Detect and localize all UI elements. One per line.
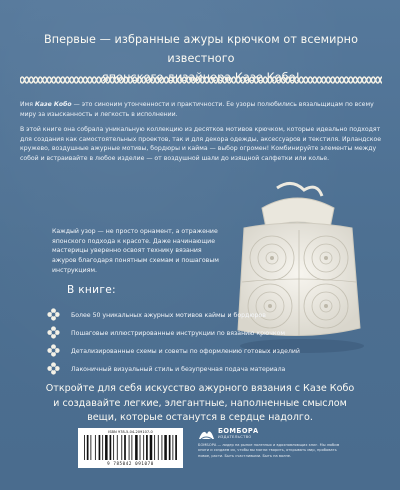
feature-text: Детализированные схемы и советы по оформлению готовых изделий <box>71 347 300 355</box>
intro-paragraph-2: В этой книге она собрала уникальную коллекцию из десятков мотивов крючком, которые идеально подходят для создания как самостоятельных проектов, так и для декора одежды, аксессуаров и текстиля. Ирландское кружево, воздушные ажурные мотивы, бордюры и кайма — выбор огромен! Комбинируйте элементы между собой и встраивайте в любое изделие — от воздушной шали до изящной салфетки или колье. <box>20 126 382 162</box>
designer-name: Казе Кобо <box>34 101 72 108</box>
barcode-digits: 9 785042 091070 <box>107 461 154 466</box>
intro-paragraph-1 <box>20 100 382 119</box>
barcode-bars <box>84 435 177 460</box>
lace-flower-icon <box>47 308 60 321</box>
intro-text <box>20 100 382 170</box>
closing-text <box>14 382 386 426</box>
headline-line-1: Впервые — избранные ажуры крючком от всемирно известного <box>43 33 359 65</box>
feature-text: Пошаговые иллюстрированные инструкции по вязанию крючком <box>71 329 286 337</box>
feature-item <box>47 342 387 360</box>
features-title: В книге: <box>67 284 116 296</box>
publisher-subtitle: ИЗДАТЕЛЬСТВО <box>218 435 252 439</box>
feature-text: Более 50 уникальных ажурных мотивов каймы и бордюров <box>71 311 266 319</box>
closing-line-2: и создавайте легкие, элегантные, наполненные смыслом <box>53 397 347 409</box>
bombora-logo-icon <box>198 426 215 441</box>
lace-flower-icon <box>47 344 60 357</box>
lace-flower-icon <box>47 362 60 375</box>
feature-text: Лаконичный визуальный стиль и безупречная подача материала <box>71 365 286 373</box>
closing-line-1: Откройте для себя искусство ажурного вязания с Казе Кобо <box>45 383 355 394</box>
features-list <box>47 306 387 378</box>
headline-line-2: японского дизайнера Казе Кобо! <box>101 71 301 84</box>
closing-line-3: вещи, которые останутся в сердце надолго. <box>87 412 313 424</box>
lace-flower-icon <box>47 326 60 339</box>
isbn-text: ISBN 978-5-04-209107-0 <box>108 430 153 434</box>
feature-item <box>47 306 387 324</box>
feature-item <box>47 360 387 378</box>
lace-border-decoration <box>20 73 382 87</box>
publisher-name: БОМБОРА <box>218 427 259 435</box>
feature-item <box>47 324 387 342</box>
publisher-block <box>198 426 348 472</box>
intro-prefix: Имя <box>20 101 35 108</box>
quote-paragraph: Каждый узор — не просто орнамент, а отражение японского подхода к красоте. Даже начинающие мастерицы уверенно освоят технику вязания ажуров благодаря понятным схемам и пошаговым инструкциям. <box>52 228 219 274</box>
intro-rest: — это синоним утонченности и практичности. Ее узоры полюбились вязальщицам по всему миру за изысканность и легкость в исполнении. <box>20 101 374 118</box>
barcode <box>78 428 183 468</box>
publisher-description: БОМБОРА — лидер на рынке полезных и вдохновляющих книг. Мы любим книги и создаем их, чтобы вы могли творить, открывать мир, пробовать новое, расти. Быть счастливыми. Быть на волне. <box>198 443 340 458</box>
